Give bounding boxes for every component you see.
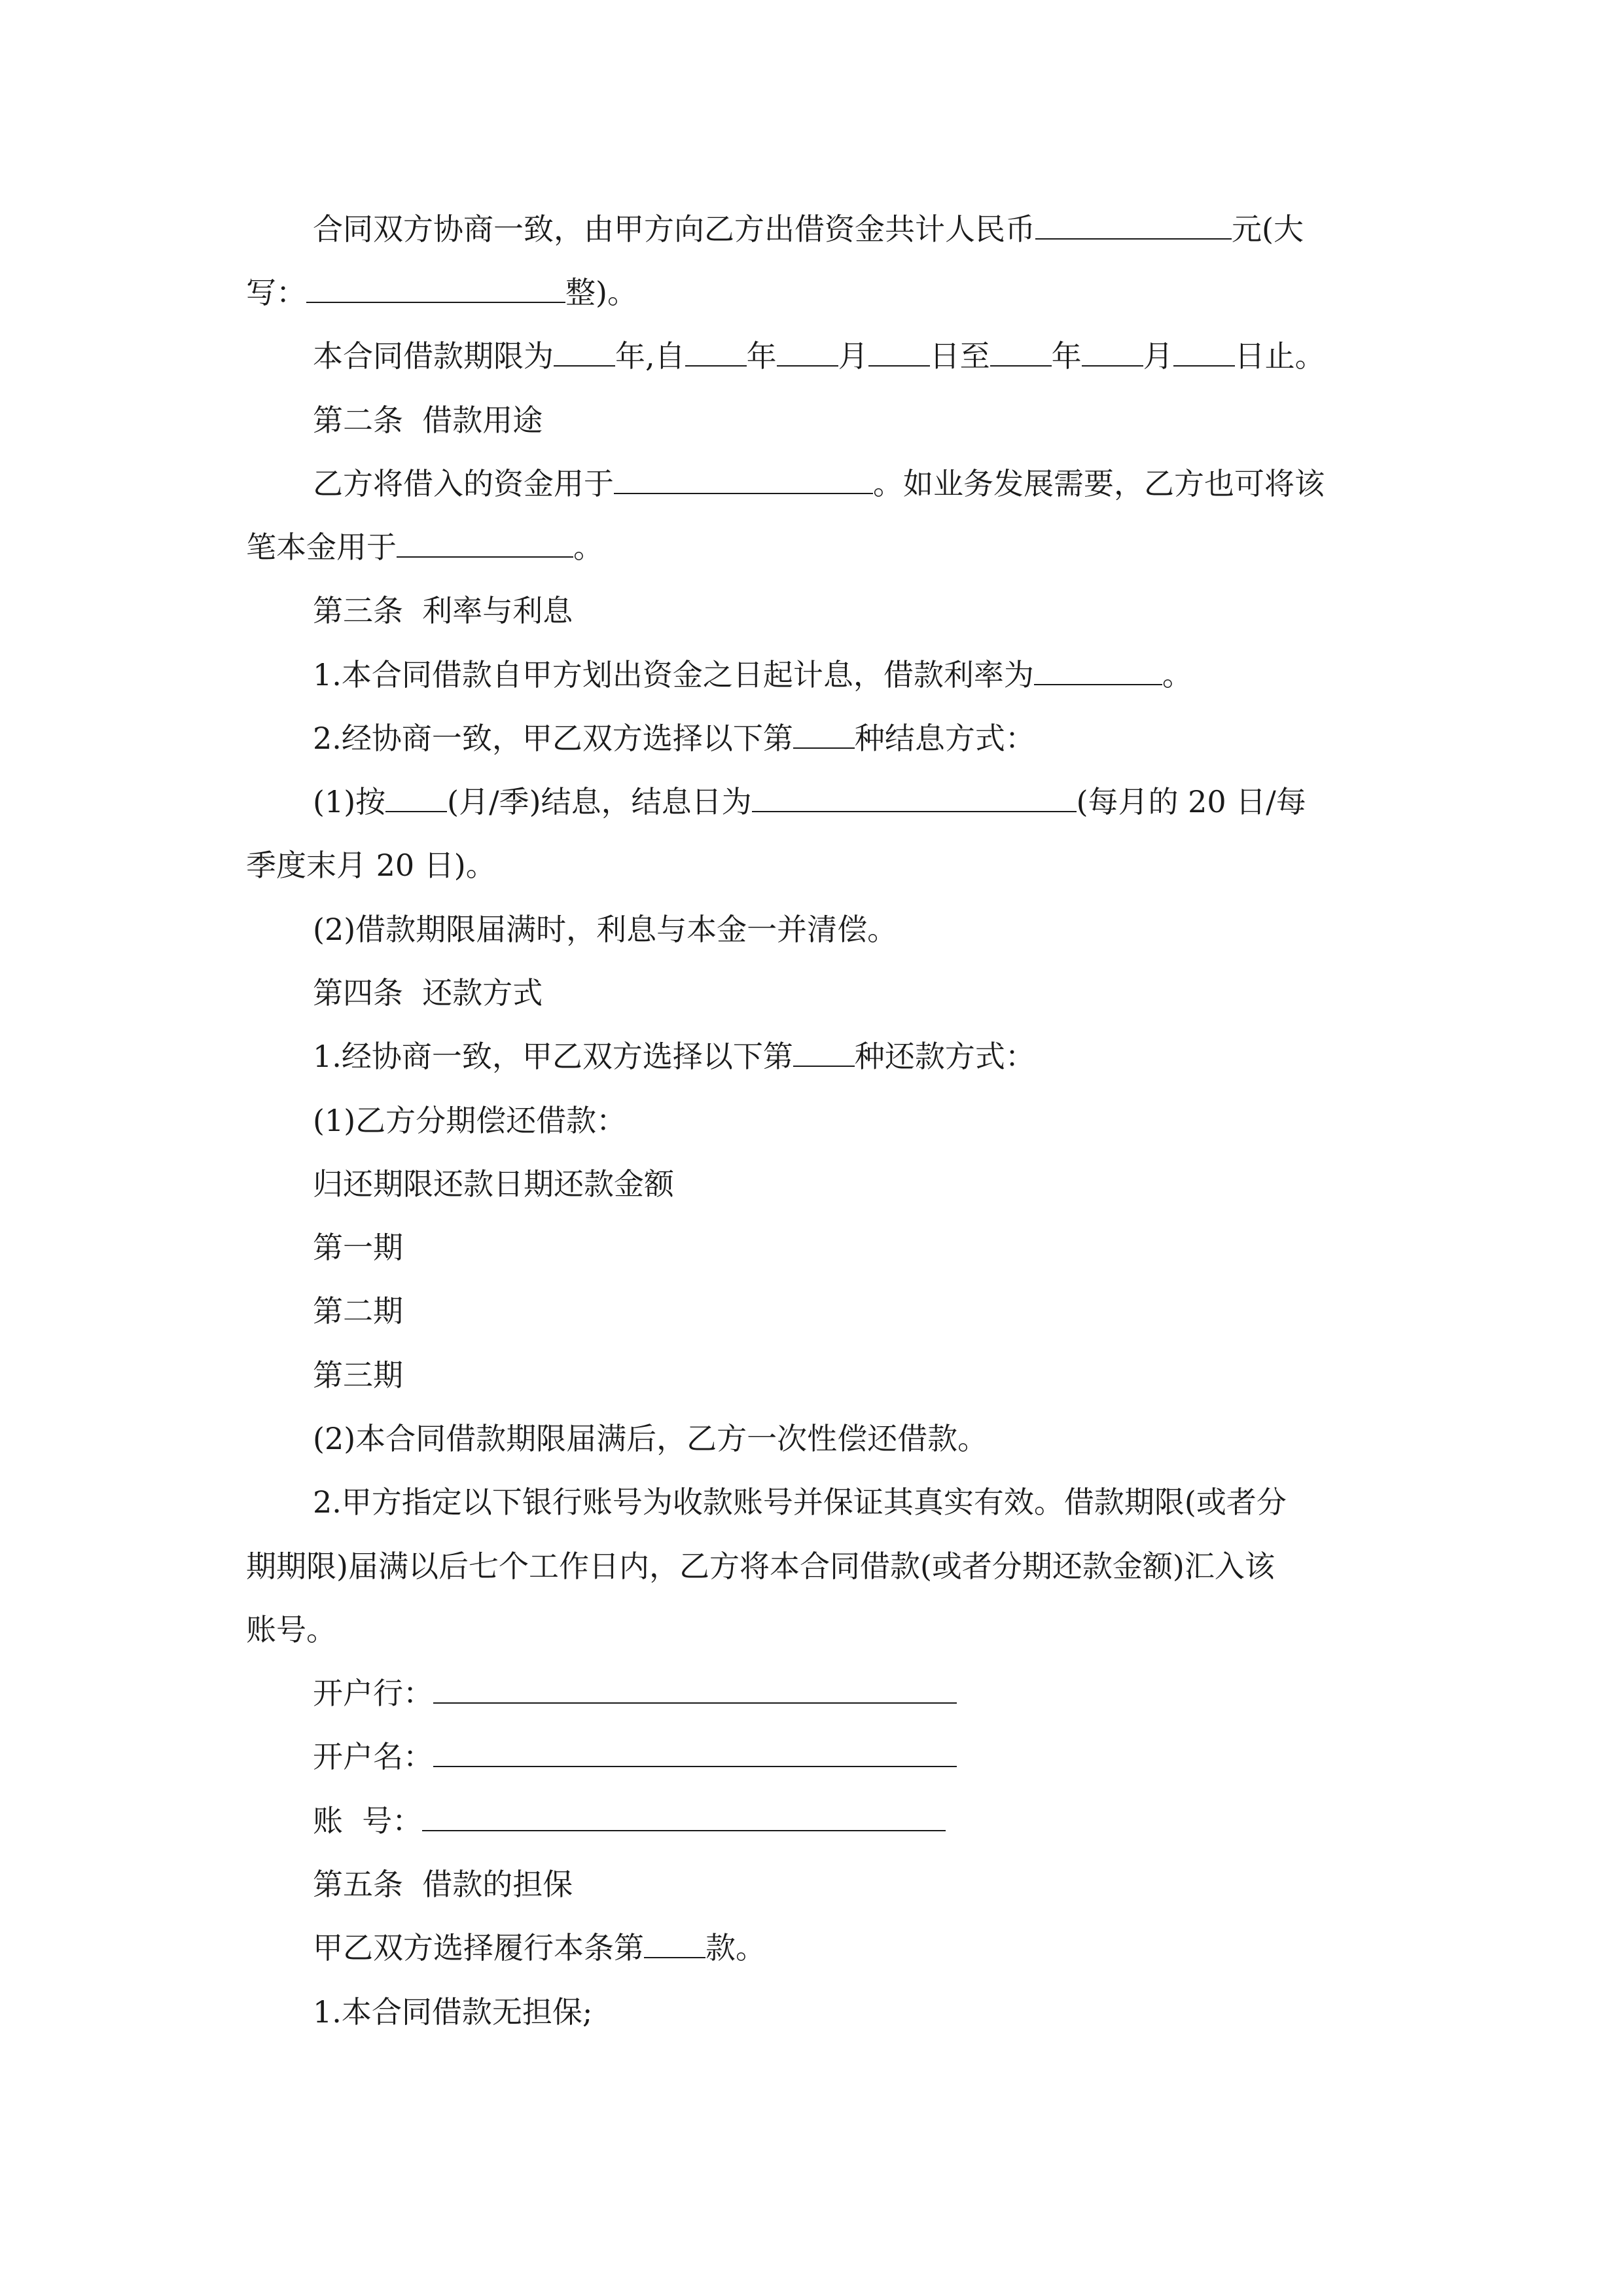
paragraph-loan-amount [313,209,1304,249]
blank-end-year[interactable] [990,340,1052,367]
paragraph-bank-account-cont-1: 期期限)届满以后七个工作日内，乙方将本合同借款(或者分期还款金额)汇入该 [246,1549,1275,1584]
text: 笔本金用于 [246,529,397,565]
article-2-heading: 第二条 借款用途 [313,403,543,438]
paragraph-settlement-option-2: (2)借款期限届满时，利息与本金一并清偿。 [313,912,898,947]
text: 整)。 [565,275,637,310]
blank-end-month[interactable] [1082,340,1143,367]
blank-years[interactable] [554,340,615,367]
paragraph-settlement-choice [313,719,1035,758]
blank-start-day[interactable] [868,340,930,367]
paragraph-loan-use [313,464,1325,503]
text: 。如业务发展需要，乙方也可将该 [873,466,1325,501]
article-5-heading: 第五条 借款的担保 [313,1867,573,1902]
blank-end-day[interactable] [1173,340,1235,367]
blank-start-month[interactable] [777,340,838,367]
paragraph-bank-account: 2.甲方指定以下银行账号为收款账号并保证其真实有效。借款期限(或者分 [313,1484,1287,1520]
paragraph-settlement-option-1 [313,782,1306,821]
field-bank-name [313,1674,957,1713]
blank-account-name[interactable] [433,1741,957,1767]
text: 1.经协商一致，甲乙双方选择以下第 [313,1039,793,1074]
blank-loan-use[interactable] [614,468,873,494]
installment-row-1: 第一期 [313,1230,403,1265]
blank-alt-use[interactable] [397,531,573,558]
article-4-heading: 第四条 还款方式 [313,975,543,1011]
paragraph-loan-term [313,336,1325,376]
text: 元(大 [1232,211,1304,247]
text: 日至 [929,338,990,374]
text: 款。 [705,1930,766,1965]
text: 种结息方式： [854,721,1035,756]
blank-account-number[interactable] [422,1805,946,1831]
text: 甲乙双方选择履行本条第 [313,1930,644,1965]
blank-start-year[interactable] [685,340,747,367]
text: 月 [838,338,868,374]
text: (每月的 20 日/每 [1076,784,1306,819]
text: 2.经协商一致，甲乙双方选择以下第 [313,721,793,756]
paragraph-bank-account-cont-2: 账号。 [246,1612,336,1647]
paragraph-settlement-option-1-cont: 季度末月 20 日)。 [246,848,496,883]
text: 年,自 [615,338,685,374]
text: 本合同借款期限为 [313,338,554,374]
text: 日止。 [1234,338,1325,374]
text: 合同双方协商一致，由甲方向乙方出借资金共计人民币 [313,211,1035,247]
text: 乙方将借入的资金用于 [313,466,614,501]
paragraph-interest-rate [313,655,1192,694]
article-3-heading: 第三条 利率与利息 [313,593,573,628]
text: 年 [746,338,777,374]
text: 1.本合同借款自甲方划出资金之日起计息，借款利率为 [313,657,1034,692]
blank-settlement-option[interactable] [793,723,855,749]
blank-repayment-option[interactable] [793,1041,855,1067]
blank-settlement-day[interactable] [752,786,1077,812]
blank-amount-capital[interactable] [306,277,565,303]
installment-table-header: 归还期限还款日期还款金额 [313,1166,674,1202]
text: 月 [1143,338,1173,374]
text: 。 [1162,657,1192,692]
text: 写： [246,275,306,310]
field-account-name [313,1737,957,1776]
paragraph-loan-amount-cont [246,273,637,312]
paragraph-no-guarantee: 1.本合同借款无担保; [313,1994,593,2030]
field-label: 账 号： [313,1803,423,1839]
paragraph-lump-sum: (2)本合同借款期限届满后，乙方一次性偿还借款。 [313,1421,988,1456]
installment-row-3: 第三期 [313,1357,403,1393]
text: 种还款方式： [854,1039,1035,1074]
text: 。 [573,529,603,565]
paragraph-installments: (1)乙方分期偿还借款： [313,1103,627,1138]
blank-amount[interactable] [1035,213,1232,240]
field-account-number [313,1801,946,1840]
paragraph-guarantee-choice [313,1928,766,1967]
blank-month-or-quarter[interactable] [385,786,447,812]
blank-bank-name[interactable] [433,1677,957,1704]
blank-guarantee-clause[interactable] [644,1932,705,1958]
field-label: 开户名： [313,1739,433,1774]
blank-interest-rate[interactable] [1034,659,1162,685]
installment-row-2: 第二期 [313,1293,403,1329]
paragraph-loan-use-cont [246,528,603,567]
text: (1)按 [313,784,386,819]
paragraph-repayment-choice [313,1037,1035,1076]
field-label: 开户行： [313,1676,433,1711]
text: (月/季)结息，结息日为 [447,784,752,819]
text: 年 [1051,338,1082,374]
